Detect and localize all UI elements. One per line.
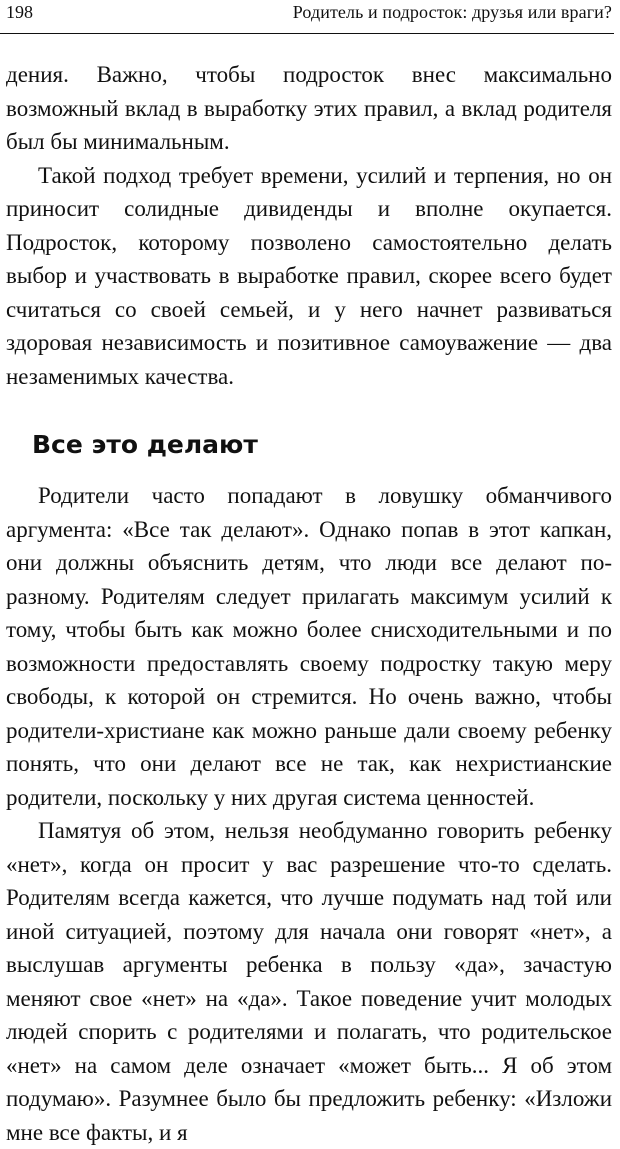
header-rule (0, 33, 614, 34)
page-body (6, 58, 612, 1149)
running-title: Родитель и подросток: друзья или враги? (292, 2, 612, 22)
running-header (6, 0, 612, 34)
paragraph: Родители часто попадают в ловушку обманчивого аргумента: «Все так делают». Однако попав в этот капкан, они должны объяснить детям, что люди все делают по-разному. Родителям следует прилагать максимум усилий к тому, чтобы быть как можно более снисходительными и по возможности предоставлять своему подростку такую меру свободы, к которой он стремится. Но очень важно, чтобы родители-христиане как можно раньше дали своему ребенку понять, что они делают все не так, как нехристианские родители, поскольку у них другая система ценностей. (6, 483, 612, 810)
paragraph: Такой подход требует времени, усилий и терпения, но он приносит солидные дивиденды и вполне окупается. Подросток, которому позволено самостоятельно делать выбор и участвовать в выработке правил, скорее всего будет считаться со своей семьей, и у него начнет развиваться здоровая независимость и позитивное самоуважение — два незаменимых качества. (6, 162, 612, 389)
paragraph: Памятуя об этом, нельзя необдуманно говорить ребенку «нет», когда он просит у вас разрешение что-то сделать. Родителям всегда кажется, что лучше подумать над той или иной ситуацией, поэтому для начала они говорят «нет», а выслушав аргументы ребенка в пользу «да», зачастую меняют свое «нет» на «да». Такое поведение учит молодых людей спорить с родителями и полагать, что родительское «нет» на самом деле означает «может быть... Я об этом подумаю». Разумнее было бы предложить ребенку: «Изложи мне все факты, и я (6, 818, 612, 1145)
page-number: 198 (6, 2, 33, 22)
section-heading: Все это делают (32, 430, 258, 459)
paragraph: дения. Важно, чтобы подросток внес максимально возможный вклад в выработку этих правил, а вклад родителя был бы минимальным. (6, 62, 612, 154)
